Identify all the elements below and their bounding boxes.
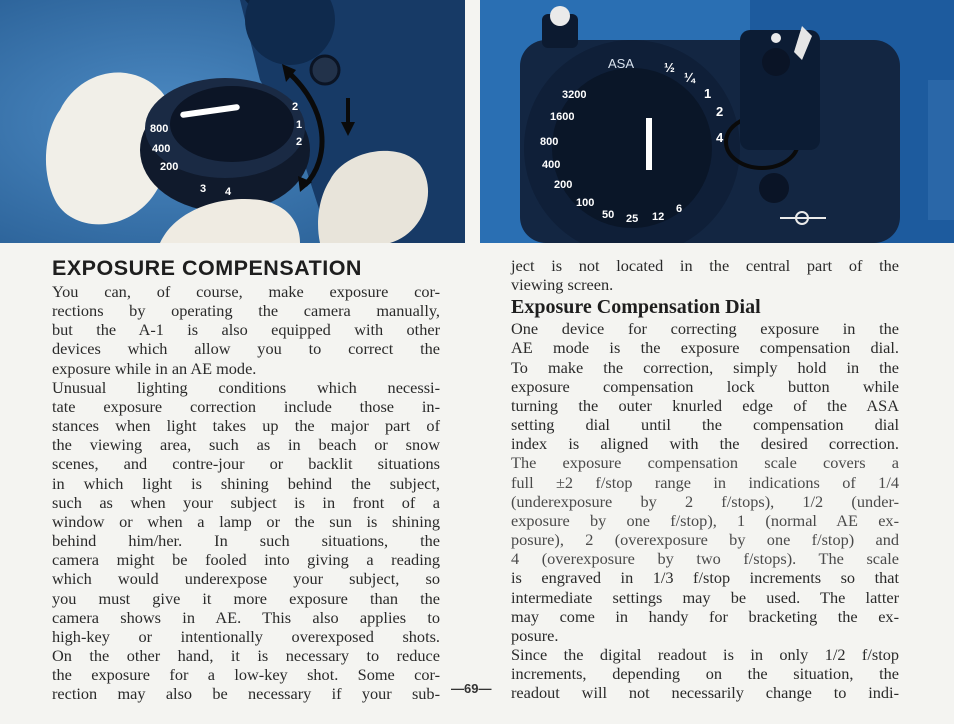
section-heading: EXPOSURE COMPENSATION: [52, 256, 362, 280]
asa-number: 3200: [562, 89, 587, 101]
left-body-text: [52, 282, 440, 703]
text-line: One device for correcting exposure in the: [511, 319, 899, 339]
text-line: index is aligned with the desired correction.: [511, 434, 899, 454]
text-line: intermediate settings may be used. The latter: [511, 587, 899, 607]
asa-number: 200: [554, 179, 573, 191]
photo-dial-rotation: [0, 0, 465, 243]
asa-number: 12: [652, 211, 665, 223]
text-line: 4 (overexposure by two f/stops). The scale: [511, 549, 899, 569]
text-line: window or when a lamp or the sun is shining: [52, 511, 440, 531]
continued-text: [511, 256, 899, 294]
text-line: may come in handy for bracketing the ex-: [511, 606, 899, 626]
text-line: posure), 2 (overexposure by one f/stop) and: [511, 530, 899, 550]
text-line: viewing screen.: [511, 275, 614, 295]
text-line: tate exposure correction include those in-: [52, 396, 440, 416]
asa-number: 25: [626, 213, 639, 225]
dial-number: 4: [225, 186, 232, 198]
text-line: camera might be fooled into giving a reading: [52, 550, 440, 570]
text-line: Since the digital readout is in only 1/2 f/stop: [511, 644, 899, 664]
text-line: rections by operating the camera manually,: [52, 301, 440, 321]
text-line: the viewing area, such as in beach or snow: [52, 435, 440, 455]
left-column: [52, 256, 440, 703]
comp-mark: 4: [716, 130, 724, 145]
asa-number: 100: [576, 197, 595, 209]
text-line: posure.: [511, 625, 559, 645]
text-line: To make the correction, simply hold in the: [511, 357, 899, 377]
dial-number: 1: [296, 119, 303, 131]
comp-mark: ½: [664, 60, 675, 75]
dial-number: 3: [200, 183, 207, 195]
text-line: in which light is shining behind the subject,: [52, 473, 440, 493]
text-line: rection may also be necessary if your sub-: [52, 684, 440, 704]
text-line: readout will not necessarily change to indi-: [511, 683, 899, 703]
dial-number: 400: [152, 143, 171, 155]
comp-mark: 1: [704, 86, 712, 101]
text-line: setting dial until the compensation dial: [511, 415, 899, 435]
text-line: The exposure compensation scale covers a: [511, 453, 899, 473]
text-line: is engraved in 1/3 f/stop increments so that: [511, 568, 899, 588]
text-line: ject is not located in the central part of the: [511, 256, 899, 275]
comp-mark: 2: [716, 104, 724, 119]
right-body-text: [511, 319, 899, 702]
text-line: On the other hand, it is necessary to reduce: [52, 645, 440, 665]
asa-number: 6: [676, 203, 683, 215]
text-line: You can, of course, make exposure cor-: [52, 282, 440, 301]
right-column: [511, 256, 899, 702]
text-line: which would underexpose your subject, so: [52, 569, 440, 589]
text-line: stances when light takes up the major part of: [52, 416, 440, 436]
text-line: exposure compensation lock button while: [511, 376, 899, 396]
text-line: camera shows in AE. This also applies to: [52, 607, 440, 627]
text-line: scenes, and contre-jour or backlit situations: [52, 454, 440, 474]
text-line: full ±2 f/stop range in indications of 1/4: [511, 472, 899, 492]
dial-number: 800: [150, 123, 169, 135]
text-line: Unusual lighting conditions which necessi-: [52, 377, 440, 397]
asa-label: ASA: [608, 56, 635, 71]
text-line: increments, depending on the situation, the: [511, 664, 899, 684]
dial-number: 2: [296, 136, 303, 148]
text-line: behind him/her. In such situations, the: [52, 531, 440, 551]
text-line: devices which allow you to correct the: [52, 339, 440, 359]
asa-number: 400: [542, 159, 561, 171]
text-line: (underexposure by 2 f/stops), 1/2 (under-: [511, 491, 899, 511]
text-line: high-key or intentionally overexposed shots.: [52, 626, 440, 646]
dial-number: 200: [160, 161, 179, 173]
asa-number: 1600: [550, 111, 575, 123]
comp-mark: ¼: [684, 70, 695, 85]
dial-number: 2: [292, 101, 299, 113]
text-line: you must give it more exposure than the: [52, 588, 440, 608]
asa-number: 50: [602, 209, 615, 221]
subsection-heading: Exposure Compensation Dial: [511, 296, 761, 319]
text-line: the exposure for a low-key shot. Some cor-: [52, 665, 440, 685]
page-number: —69—: [451, 681, 492, 696]
text-line: AE mode is the exposure compensation dial.: [511, 338, 899, 358]
photo-compensation-dial: [480, 0, 954, 243]
text-line: exposure while in an AE mode.: [52, 358, 257, 378]
asa-number: 800: [540, 136, 559, 148]
text-line: exposure by one f/stop), 1 (normal AE ex-: [511, 510, 899, 530]
text-line: but the A-1 is also equipped with other: [52, 320, 440, 340]
text-line: turning the outer knurled edge of the ASA: [511, 395, 899, 415]
text-line: such as when your subject is in front of a: [52, 492, 440, 512]
